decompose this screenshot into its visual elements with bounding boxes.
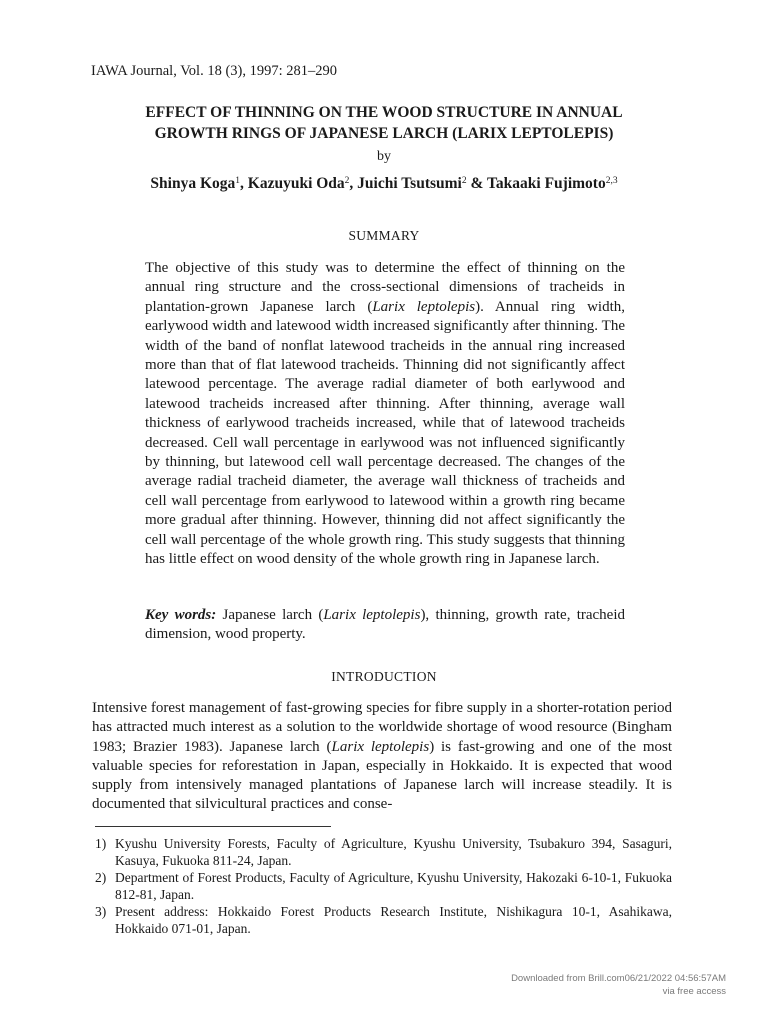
introduction-paragraph bbox=[92, 699, 672, 815]
author-list bbox=[0, 175, 768, 193]
species-name: Larix leptolepis bbox=[372, 298, 476, 315]
footnote-item bbox=[95, 904, 672, 937]
footnote-item bbox=[95, 870, 672, 903]
footnote-number: 3) bbox=[95, 904, 107, 920]
summary-heading: SUMMARY bbox=[348, 228, 420, 243]
author-name: Shinya Koga bbox=[150, 175, 236, 192]
author-name: Takaaki Fujimoto bbox=[487, 175, 606, 192]
download-watermark bbox=[511, 972, 726, 998]
author-separator: & bbox=[466, 175, 487, 192]
summary-text-1: The objective of this study was to determine the effect of thinning on the annual ring structure and the cross-sectional dimensions of tracheids in plantation-grown Japanese larch ( bbox=[145, 260, 625, 315]
footnote-text: Kyushu University Forests, Faculty of Agriculture, Kyushu University, Tsubakuro 394, Sasaguri, Kasuya, Fukuoka 811-24, Japan. bbox=[115, 836, 672, 868]
footnote-number: 2) bbox=[95, 870, 107, 886]
author-separator: , bbox=[349, 175, 358, 192]
author-name: Juichi Tsutsumi bbox=[357, 175, 462, 192]
footnote-text: Present address: Hokkaido Forest Products Research Institute, Nishikagura 10-1, Asahikawa, Hokkaido 071-01, Japan. bbox=[115, 904, 672, 936]
introduction-heading: INTRODUCTION bbox=[331, 669, 437, 684]
author-name: Kazuyuki Oda bbox=[247, 175, 345, 192]
summary-paragraph bbox=[145, 259, 625, 570]
author-separator: , bbox=[240, 175, 248, 192]
paper-title bbox=[60, 102, 708, 144]
species-name: Larix leptolepis bbox=[323, 607, 421, 623]
by-line: by bbox=[377, 149, 391, 164]
keywords-text-1: Japanese larch ( bbox=[216, 607, 324, 623]
journal-reference: IAWA Journal, Vol. 18 (3), 1997: 281–290 bbox=[91, 63, 338, 79]
footnote-list bbox=[95, 836, 672, 939]
footnote-item bbox=[95, 836, 672, 869]
title-line-1: EFFECT OF THINNING ON THE WOOD STRUCTURE IN ANNUAL bbox=[145, 104, 623, 121]
footnote-number: 1) bbox=[95, 836, 107, 851]
author-affiliation: 1 bbox=[235, 176, 241, 186]
keywords-label: Key words: bbox=[145, 607, 217, 623]
footnote-text: Department of Forest Products, Faculty of Agriculture, Kyushu University, Hakozaki 6-10-1, Fukuoka 812-81, Japan. bbox=[115, 870, 672, 902]
author-affiliation: 2 bbox=[461, 176, 467, 186]
keywords-text-2: ), thinning, growth rate, tracheid dimension, wood property. bbox=[145, 607, 626, 643]
download-info: Downloaded from Brill.com06/21/2022 04:56:57AM bbox=[511, 973, 726, 984]
summary-text-2: ). Annual ring width, earlywood width and latewood width increased significantly after thinning. The width of the band of nonflat latewood tracheids in the annual ring increased more than that of flat latewood tracheids. Thinning did not significantly affect latewood percentage. The average radial diameter of both earlywood and latewood tracheids increased after thinning. After thinning, average wall thickness of earlywood tracheids increased, while that of latewood tracheids decreased. Cell wall percentage in earlywood was not influenced significantly by thinning, but latewood cell wall percentage decreased. The changes of the average radial tracheid diameter, the average wall thickness of tracheids and cell wall percentage from earlywood to latewood within a growth ring became more gradual after thinning. However, thinning did not affect significantly the cell wall percentage of the whole growth ring. This study suggests that thinning has little effect on wood density of the whole growth ring in Japanese larch. bbox=[145, 298, 626, 568]
intro-text-1: Intensive forest management of fast-growing species for fibre supply in a shorter-rotation period has attracted much interest as a solution to the worldwide shortage of wood resource (Bingham 1983; Brazier 1983). Japanese larch ( bbox=[92, 700, 672, 755]
species-name: Larix leptolepis bbox=[331, 738, 430, 755]
author-affiliation: 2 bbox=[344, 176, 350, 186]
author-affiliation: 2,3 bbox=[605, 176, 618, 186]
keywords-paragraph bbox=[145, 606, 625, 645]
access-note: via free access bbox=[662, 986, 726, 997]
intro-text-2: ) is fast-growing and one of the most valuable species for reforestation in Japan, especially in Hokkaido. It is expected that wood supply from intensively managed plantations of Japanese larch will increase steadily. It is documented that silvicultural practices and conse- bbox=[92, 738, 672, 813]
footnote-divider bbox=[95, 826, 331, 827]
title-line-2: GROWTH RINGS OF JAPANESE LARCH (LARIX LEPTOLEPIS) bbox=[154, 125, 614, 142]
